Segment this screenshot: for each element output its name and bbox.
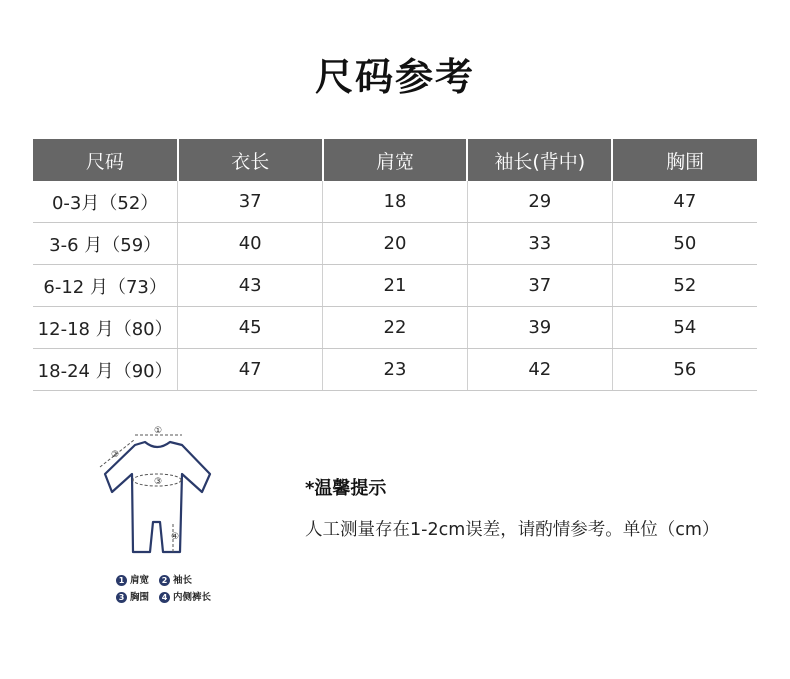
table-header-row	[33, 139, 757, 181]
table-row	[33, 307, 757, 349]
header-size: 尺码	[33, 139, 178, 181]
table-cell: 37	[178, 181, 323, 223]
table-row	[33, 223, 757, 265]
marker-1: ①	[153, 426, 163, 436]
table-cell: 18	[323, 181, 468, 223]
table-cell: 56	[612, 349, 757, 391]
table-cell: 42	[467, 349, 612, 391]
table-cell: 20	[323, 223, 468, 265]
legend-item	[159, 589, 211, 606]
legend-number: 1	[116, 575, 127, 586]
legend-item	[159, 572, 192, 589]
header-sleeve: 袖长(背中)	[467, 139, 612, 181]
table-cell: 47	[178, 349, 323, 391]
table-cell: 3-6 月（59）	[33, 223, 178, 265]
table-cell: 37	[467, 265, 612, 307]
table-cell: 33	[467, 223, 612, 265]
legend-label: 内侧裤长	[173, 592, 212, 603]
table-row	[33, 181, 757, 223]
table-cell: 18-24 月（90）	[33, 349, 178, 391]
legend-label: 肩宽	[130, 575, 150, 586]
marker-3: ③	[153, 477, 163, 487]
legend-number: 4	[159, 592, 170, 603]
legend-label: 胸围	[130, 592, 150, 603]
table-cell: 40	[178, 223, 323, 265]
legend-item	[116, 589, 149, 606]
diagram-legend	[116, 572, 211, 606]
size-table	[33, 139, 757, 391]
marker-4: ④	[170, 532, 180, 542]
legend-number: 3	[116, 592, 127, 603]
table-cell: 50	[612, 223, 757, 265]
table-cell: 12-18 月（80）	[33, 307, 178, 349]
header-shoulder: 肩宽	[323, 139, 468, 181]
marker-2: ②	[110, 450, 120, 460]
table-cell: 43	[178, 265, 323, 307]
table-cell: 45	[178, 307, 323, 349]
table-row	[33, 349, 757, 391]
table-cell: 52	[612, 265, 757, 307]
table-cell: 21	[323, 265, 468, 307]
table-cell: 6-12 月（73）	[33, 265, 178, 307]
header-chest: 胸围	[612, 139, 757, 181]
page-title: 尺码参考	[314, 55, 475, 99]
table-cell: 23	[323, 349, 468, 391]
table-cell: 29	[467, 181, 612, 223]
legend-item	[116, 572, 149, 589]
legend-label: 袖长	[173, 575, 193, 586]
legend-number: 2	[159, 575, 170, 586]
table-cell: 54	[612, 307, 757, 349]
table-cell: 47	[612, 181, 757, 223]
tip-text: 人工测量存在1-2cm误差，请酌情参考。单位（cm）	[305, 520, 720, 540]
romper-outline	[105, 442, 210, 552]
table-cell: 0-3月（52）	[33, 181, 178, 223]
table-cell: 39	[467, 307, 612, 349]
table-row	[33, 265, 757, 307]
table-cell: 22	[323, 307, 468, 349]
header-length: 衣长	[178, 139, 323, 181]
tip-title: *温馨提示	[305, 478, 387, 499]
